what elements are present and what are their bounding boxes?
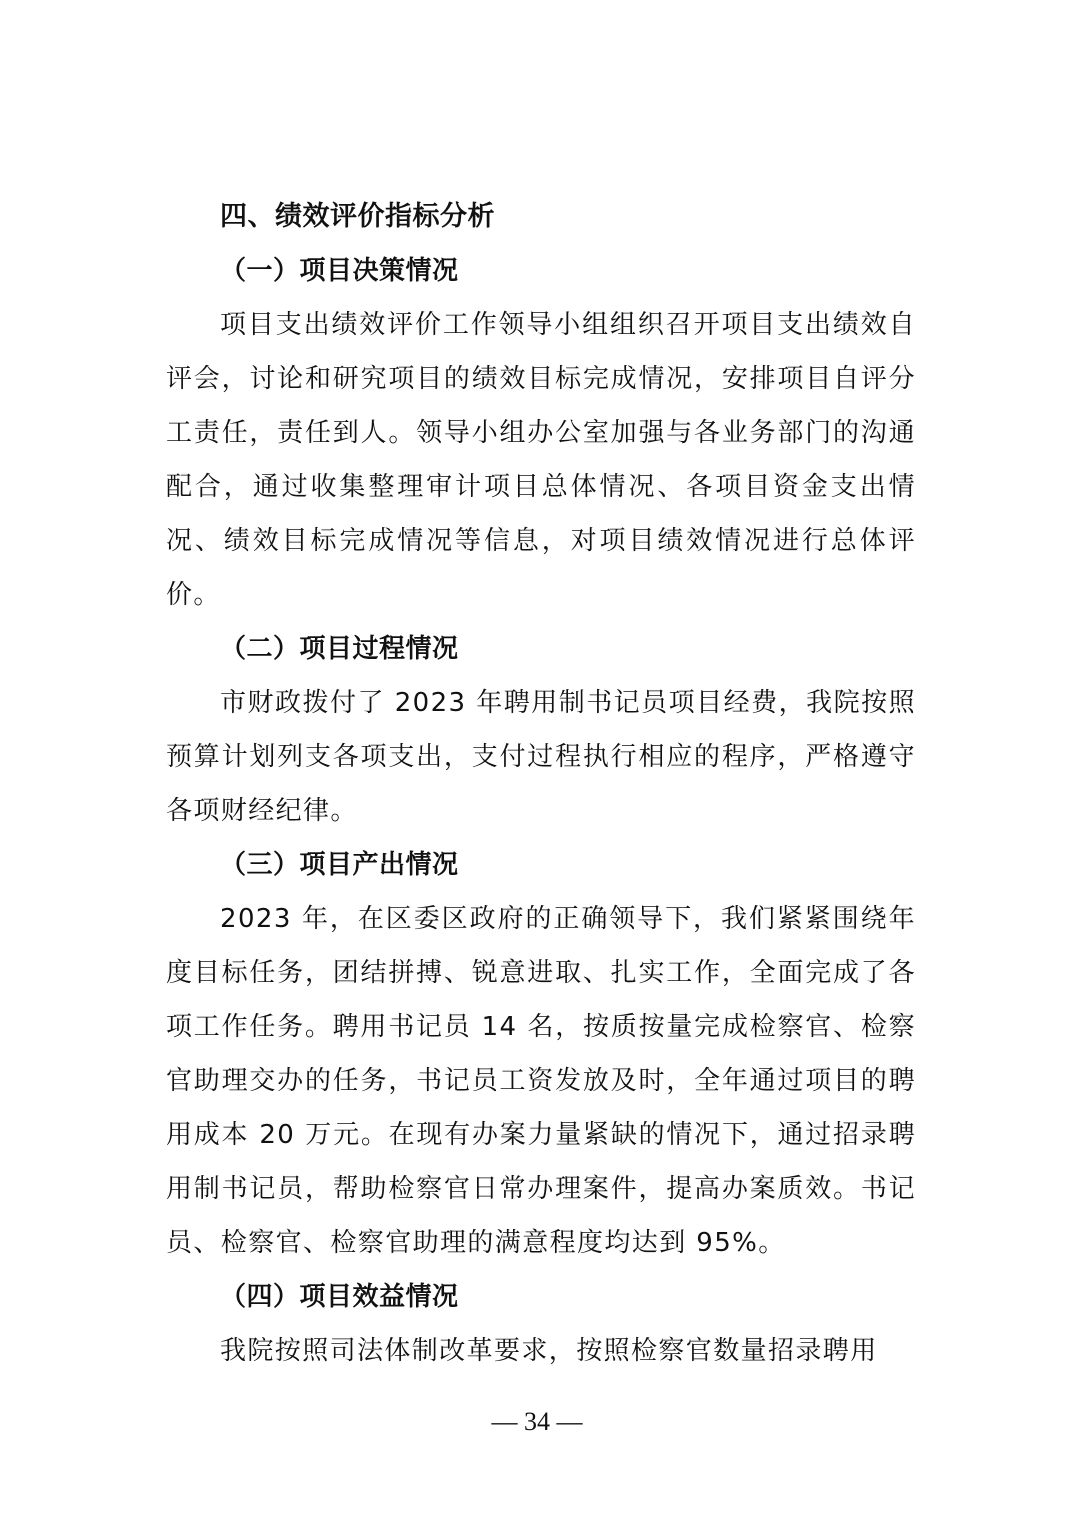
page-number: — 34 — <box>491 1407 583 1436</box>
subsection-paragraph-1: 项目支出绩效评价工作领导小组组织召开项目支出绩效自评会，讨论和研究项目的绩效目标完成情况，安排项目自评分工责任，责任到人。领导小组办公室加强与各业务部门的沟通配合，通过收集整理审计项目总体情况、各项目资金支出情况、绩效目标完成情况等信息，对项目绩效情况进行总体评价。 <box>166 310 916 610</box>
document-body <box>166 190 916 1378</box>
subsection-heading-3: （三）项目产出情况 <box>220 850 459 880</box>
subsection-heading-1: （一）项目决策情况 <box>220 256 459 286</box>
subsection-paragraph-3: 2023 年，在区委区政府的正确领导下，我们紧紧围绕年度目标任务，团结拼搏、锐意进取、扎实工作，全面完成了各项工作任务。聘用书记员 14 名，按质按量完成检察官、检察官助理交办的任务，书记员工资发放及时，全年通过项目的聘用成本 20 万元。在现有办案力量紧缺的情况下，通过招录聘用制书记员，帮助检察官日常办理案件，提高办案质效。书记员、检察官、检察官助理的满意程度均达到 95%。 <box>166 904 916 1258</box>
section-title: 四、绩效评价指标分析 <box>220 201 495 232</box>
subsection-paragraph-2: 市财政拨付了 2023 年聘用制书记员项目经费，我院按照预算计划列支各项支出，支付过程执行相应的程序，严格遵守各项财经纪律。 <box>166 688 916 826</box>
subsection-heading-2: （二）项目过程情况 <box>220 634 459 664</box>
subsection-heading-4: （四）项目效益情况 <box>220 1282 459 1312</box>
subsection-paragraph-4: 我院按照司法体制改革要求，按照检察官数量招录聘用 <box>220 1336 878 1366</box>
